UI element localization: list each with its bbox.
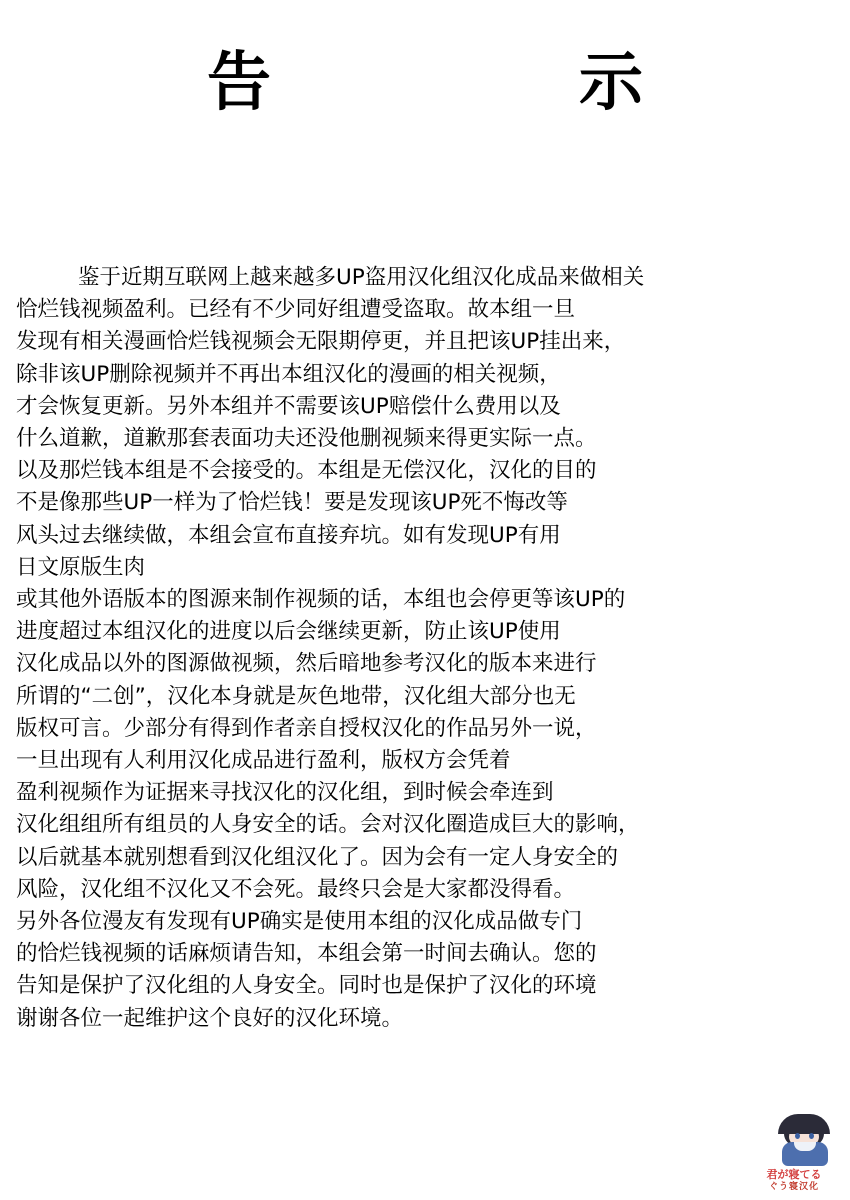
- watermark-text: [746, 1168, 842, 1194]
- mascot-icon: [774, 1114, 836, 1166]
- body-line: 告知是保护了汉化组的人身安全。同时也是保护了汉化的环境: [16, 973, 597, 999]
- body-line: 进度超过本组汉化的进度以后会继续更新，防止该UP使用: [16, 619, 561, 645]
- body-line: 或其他外语版本的图源来制作视频的话，本组也会停更等该UP的: [16, 587, 626, 613]
- body-line: 鉴于近期互联网上越来越多UP盗用汉化组汉化成品来做相关: [78, 265, 645, 290]
- body-line: 盈利视频作为证据来寻找汉化的汉化组，到时候会牵连到: [16, 780, 554, 806]
- body-line: 风险，汉化组不汉化又不会死。最终只会是大家都没得看。: [16, 876, 576, 902]
- body-line: 的恰烂钱视频的话麻烦请告知，本组会第一时间去确认。您的: [16, 941, 597, 967]
- body-line: 谢谢各位一起维护这个良好的汉化环境。: [16, 1005, 404, 1031]
- body-line: 另外各位漫友有发现有UP确实是使用本组的汉化成品做专门: [16, 909, 583, 935]
- mascot-eye-left: [795, 1133, 800, 1139]
- body-line: 以后就基本就别想看到汉化组汉化了。因为会有一定人身安全的: [16, 844, 619, 870]
- body-line: 不是像那些UP一样为了恰烂钱！要是发现该UP死不悔改等: [16, 490, 568, 516]
- body-line: 汉化组组所有组员的人身安全的话。会对汉化圈造成巨大的影响，: [16, 812, 640, 838]
- body-line: 所谓的“二创”，汉化本身就是灰色地带，汉化组大部分也无: [16, 683, 576, 709]
- body-line: 以及那烂钱本组是不会接受的。本组是无偿汉化，汉化的目的: [16, 458, 597, 484]
- body-line: 日文原版生肉: [16, 554, 146, 580]
- body-line: 风头过去继续做，本组会宣布直接弃坑。如有发现UP有用: [16, 522, 561, 548]
- watermark-line-1: 君が寝てる: [766, 1168, 822, 1181]
- body-line: 汉化成品以外的图源做视频，然后暗地参考汉化的版本来进行: [16, 651, 597, 677]
- group-watermark: [746, 1114, 842, 1196]
- body-line: 除非该UP删除视频并不再出本组汉化的漫画的相关视频，: [16, 361, 561, 387]
- page-title: 告 示: [207, 46, 703, 120]
- body-line: 发现有相关漫画恰烂钱视频会无限期停更，并且把该UP挂出来，: [16, 329, 626, 355]
- watermark-line-2: ぐう寝汉化: [768, 1182, 819, 1192]
- body-line: 一旦出现有人利用汉化成品进行盈利，版权方会凭着: [16, 748, 511, 774]
- notice-body: [16, 262, 840, 1035]
- body-line: 才会恢复更新。另外本组并不需要该UP赔偿什么费用以及: [16, 393, 561, 419]
- mascot-eye-right: [809, 1133, 814, 1139]
- body-line: 什么道歉，道歉那套表面功夫还没他删视频来得更实际一点。: [16, 426, 597, 452]
- body-line: 恰烂钱视频盈利。已经有不少同好组遭受盗取。故本组一旦: [16, 297, 576, 323]
- body-line: 版权可言。少部分有得到作者亲自授权汉化的作品另外一说，: [16, 715, 597, 741]
- mascot-hair: [778, 1114, 830, 1134]
